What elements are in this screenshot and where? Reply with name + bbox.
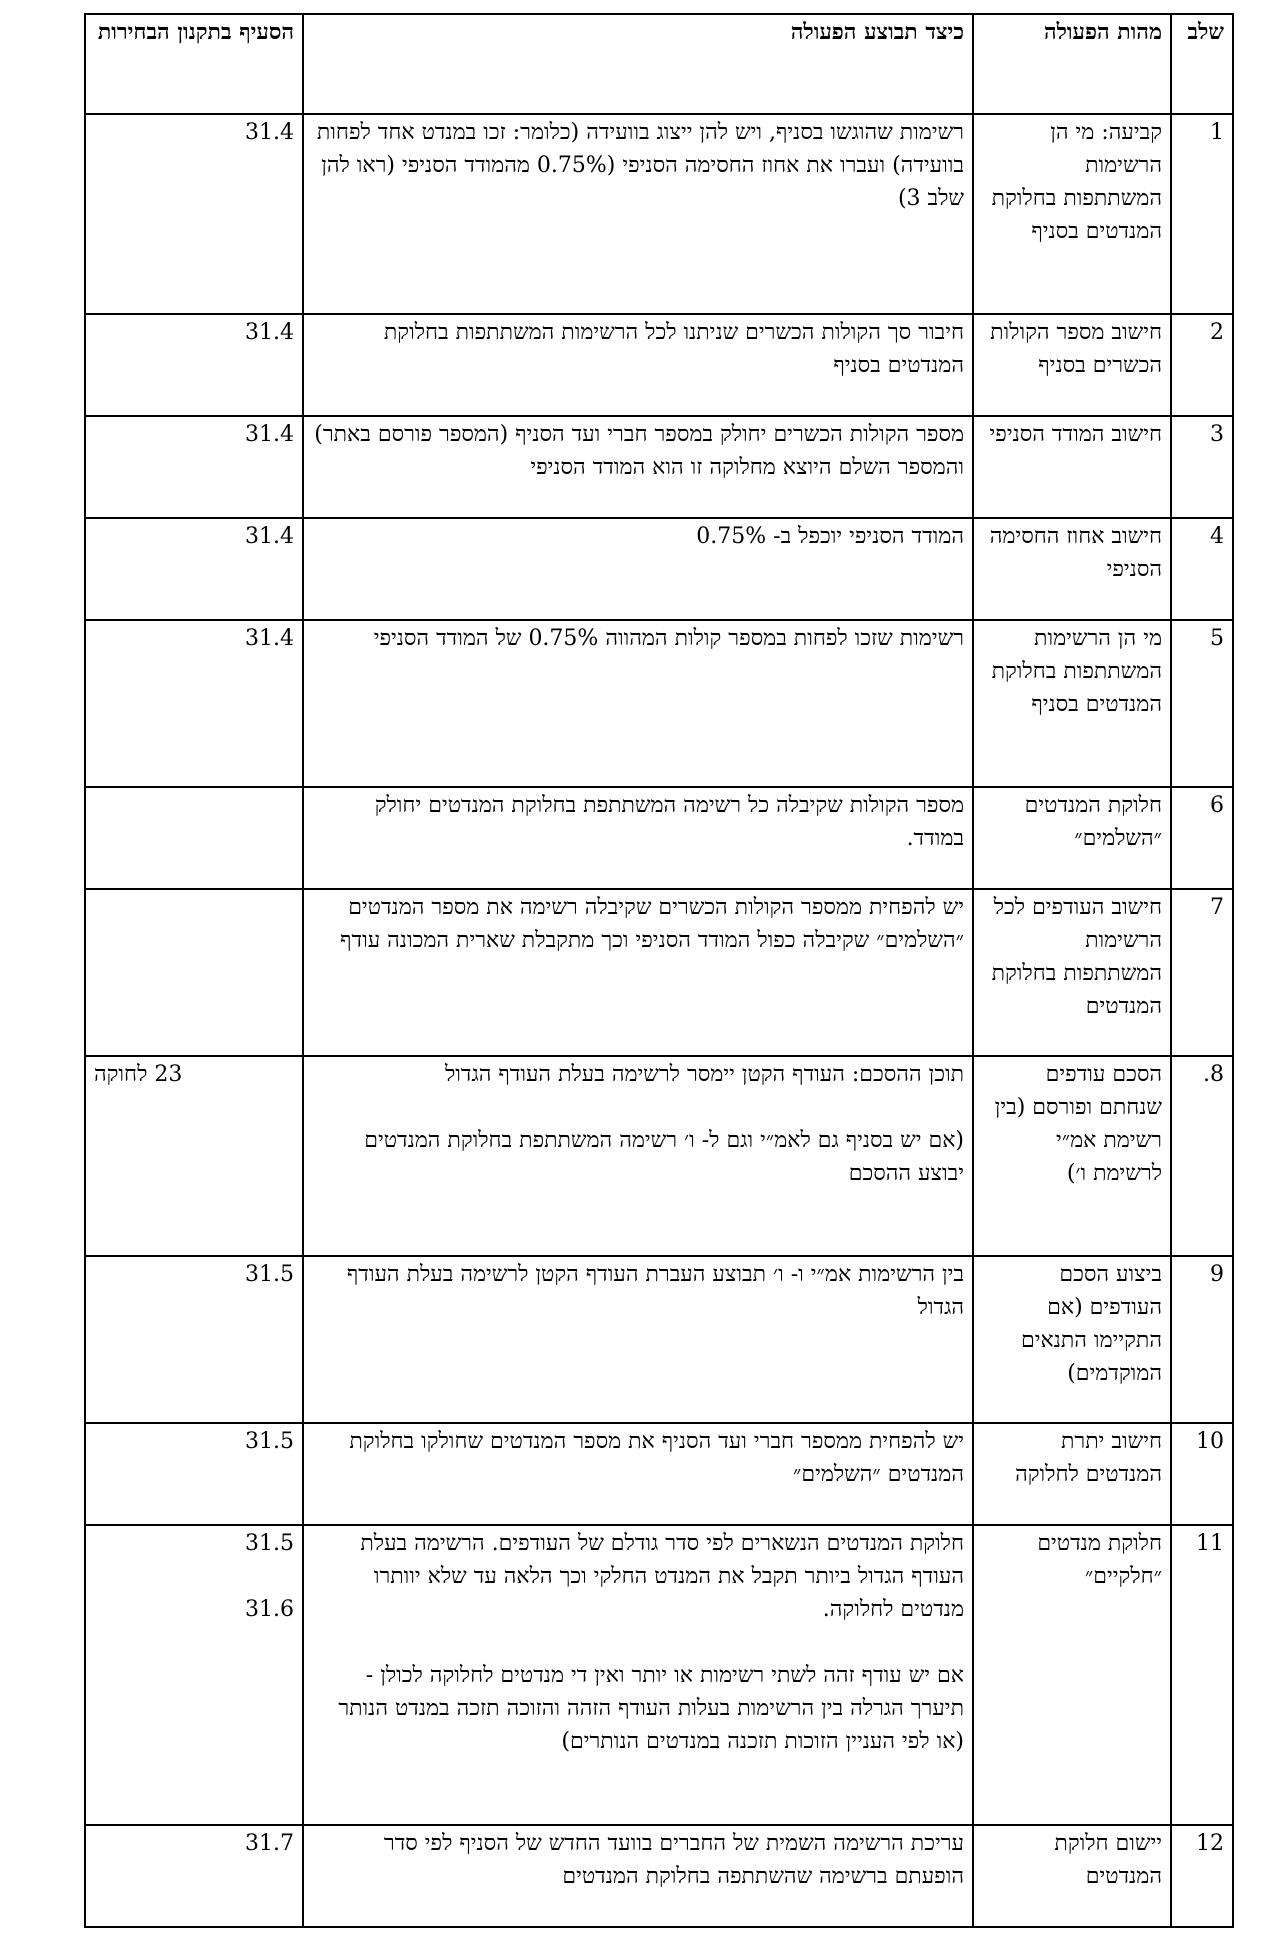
action-how	[303, 114, 973, 314]
section-ref: 31.4	[245, 524, 294, 549]
table-header-row	[85, 14, 1233, 114]
action-how	[303, 889, 973, 1056]
table-row	[85, 518, 1233, 620]
step-number: 3	[1171, 416, 1233, 518]
table-row	[85, 314, 1233, 416]
document-page	[84, 13, 1232, 1928]
step-number: 10	[1171, 1423, 1233, 1525]
action-how-paragraph: (אם יש בסניף גם לאמ״י וגם ל- ו׳ רשימה המשתתפת בחלוקת המנדטים יבוצע ההסכם	[364, 1128, 964, 1186]
section-ref: 31.4	[245, 626, 294, 651]
step-number: 5	[1171, 620, 1233, 787]
table-row	[85, 1256, 1233, 1423]
regulation-section	[85, 1256, 303, 1423]
action-how	[303, 1056, 973, 1256]
section-ref: 31.4	[245, 422, 294, 447]
table-row	[85, 114, 1233, 314]
action-how-paragraph: יש להפחית ממספר הקולות הכשרים שקיבלה רשימה את מספר המנדטים ״השלמים״ שקיבלה כפול המודד הסניפי וכך מתקבלת שארית המכונה עודף	[340, 895, 964, 953]
action-nature: חישוב יתרת המנדטים לחלוקה	[973, 1423, 1171, 1525]
section-ref: 23 לחוקה	[94, 1062, 183, 1087]
step-number: 2	[1171, 314, 1233, 416]
action-nature: חלוקת מנדטים ״חלקיים״	[973, 1525, 1171, 1825]
action-how	[303, 1256, 973, 1423]
table-row	[85, 416, 1233, 518]
action-how-paragraph: יש להפחית ממספר חברי ועד הסניף את מספר המנדטים שחולקו בחלוקת המנדטים ״השלמים״	[349, 1429, 964, 1487]
header-section: הסעיף בתקנון הבחירות	[85, 14, 303, 114]
regulation-section	[85, 416, 303, 518]
action-nature: חישוב המודד הסניפי	[973, 416, 1171, 518]
section-ref: 31.6	[245, 1597, 294, 1622]
action-how	[303, 314, 973, 416]
action-how-paragraph: תוכן ההסכם: העודף הקטן יימסר לרשימה בעלת העודף הגדול	[444, 1062, 964, 1087]
regulation-section	[85, 518, 303, 620]
paragraph-gap	[312, 1626, 964, 1659]
step-number: 11	[1171, 1525, 1233, 1825]
action-nature: מי הן הרשימות המשתתפות בחלוקת המנדטים בסניף	[973, 620, 1171, 787]
regulation-section	[85, 314, 303, 416]
header-step: שלב	[1171, 14, 1233, 114]
action-nature: ביצוע הסכם העודפים (אם התקיימו התנאים המוקדמים)	[973, 1256, 1171, 1423]
section-ref: 31.4	[245, 120, 294, 145]
section-ref: 31.7	[245, 1831, 294, 1856]
regulation-section	[85, 620, 303, 787]
regulation-section	[85, 1525, 303, 1825]
step-number: 4	[1171, 518, 1233, 620]
step-number: 9	[1171, 1256, 1233, 1423]
table-row	[85, 620, 1233, 787]
section-ref: 31.5	[245, 1429, 294, 1454]
section-gap	[94, 1560, 294, 1593]
action-nature: קביעה: מי הן הרשימות המשתתפות בחלוקת המנדטים בסניף	[973, 114, 1171, 314]
action-how-paragraph: המודד הסניפי יוכפל ב- 0.75%	[696, 524, 964, 549]
step-number: 8.	[1171, 1056, 1233, 1256]
regulation-section	[85, 787, 303, 889]
step-number: 1	[1171, 114, 1233, 314]
action-how-paragraph: מספר הקולות הכשרים יחולק במספר חברי ועד הסניף (המספר פורסם באתר) והמספר השלם היוצא מחלוקה זו הוא המודד הסניפי	[314, 422, 964, 480]
paragraph-gap	[312, 1091, 964, 1124]
action-how	[303, 416, 973, 518]
regulation-section	[85, 1423, 303, 1525]
action-how-paragraph: מספר הקולות שקיבלה כל רשימה המשתתפת בחלוקת המנדטים יחולק במודד.	[374, 793, 964, 851]
table-row	[85, 1825, 1233, 1927]
section-ref: 31.4	[245, 320, 294, 345]
action-how	[303, 1423, 973, 1525]
action-how-paragraph: בין הרשימות אמ״י ו- ו׳ תבוצע העברת העודף הקטן לרשימה בעלת העודף הגדול	[346, 1262, 964, 1320]
table-row	[85, 889, 1233, 1056]
election-steps-table	[84, 13, 1234, 1928]
header-nature: מהות הפעולה	[973, 14, 1171, 114]
action-nature: הסכם עודפים שנחתם ופורסם (בין רשימת אמ״י לרשימת ו׳)	[973, 1056, 1171, 1256]
action-how-paragraph: חיבור סך הקולות הכשרים שניתנו לכל הרשימות המשתתפות בחלוקת המנדטים בסניף	[383, 320, 964, 378]
action-nature: חישוב אחוז החסימה הסניפי	[973, 518, 1171, 620]
action-nature: חישוב העודפים לכל הרשימות המשתתפות בחלוקת המנדטים	[973, 889, 1171, 1056]
action-how-paragraph: רשימות שזכו לפחות במספר קולות המהווה 0.75% של המודד הסניפי	[373, 626, 964, 651]
action-how	[303, 518, 973, 620]
action-how-paragraph: אם יש עודף זהה לשתי רשימות או יותר ואין די מנדטים לחלוקה לכולן - תיערך הגרלה בין הרשימות בעלות העודף הזהה והזוכה תזכה במנדט הנותר (או לפי העניין הזוכות תזכנה במנדטים הנותרים)	[338, 1663, 964, 1754]
action-how-paragraph: חלוקת המנדטים הנשארים לפי סדר גודלם של העודפים. הרשימה בעלת העודף הגדול ביותר תקבל את המנדט החלקי וכך הלאה עד שלא יוותרו מנדטים לחלוקה.	[360, 1531, 964, 1622]
action-how	[303, 1525, 973, 1825]
regulation-section	[85, 1056, 303, 1256]
section-ref: 31.5	[245, 1531, 294, 1556]
action-how-paragraph: רשימות שהוגשו בסניף, ויש להן ייצוג בוועידה (כלומר: זכו במנדט אחד לפחות בוועידה) ועברו את אחוז החסימה הסניפי (0.75% מהמודד הסניפי (ראו להן שלב 3)	[316, 120, 964, 211]
action-nature: חישוב מספר הקולות הכשרים בסניף	[973, 314, 1171, 416]
table-row	[85, 1525, 1233, 1825]
action-how	[303, 787, 973, 889]
table-row	[85, 787, 1233, 889]
table-row	[85, 1423, 1233, 1525]
step-number: 12	[1171, 1825, 1233, 1927]
action-how	[303, 620, 973, 787]
regulation-section	[85, 114, 303, 314]
action-nature: יישום חלוקת המנדטים	[973, 1825, 1171, 1927]
table-body	[85, 114, 1233, 1927]
regulation-section	[85, 889, 303, 1056]
action-nature: חלוקת המנדטים ״השלמים״	[973, 787, 1171, 889]
regulation-section	[85, 1825, 303, 1927]
step-number: 7	[1171, 889, 1233, 1056]
table-row	[85, 1056, 1233, 1256]
action-how	[303, 1825, 973, 1927]
header-how: כיצד תבוצע הפעולה	[303, 14, 973, 114]
step-number: 6	[1171, 787, 1233, 889]
action-how-paragraph: עריכת הרשימה השמית של החברים בוועד החדש של הסניף לפי סדר הופעתם ברשימה שהשתתפה בחלוקת המנדטים	[383, 1831, 964, 1889]
section-ref: 31.5	[245, 1262, 294, 1287]
